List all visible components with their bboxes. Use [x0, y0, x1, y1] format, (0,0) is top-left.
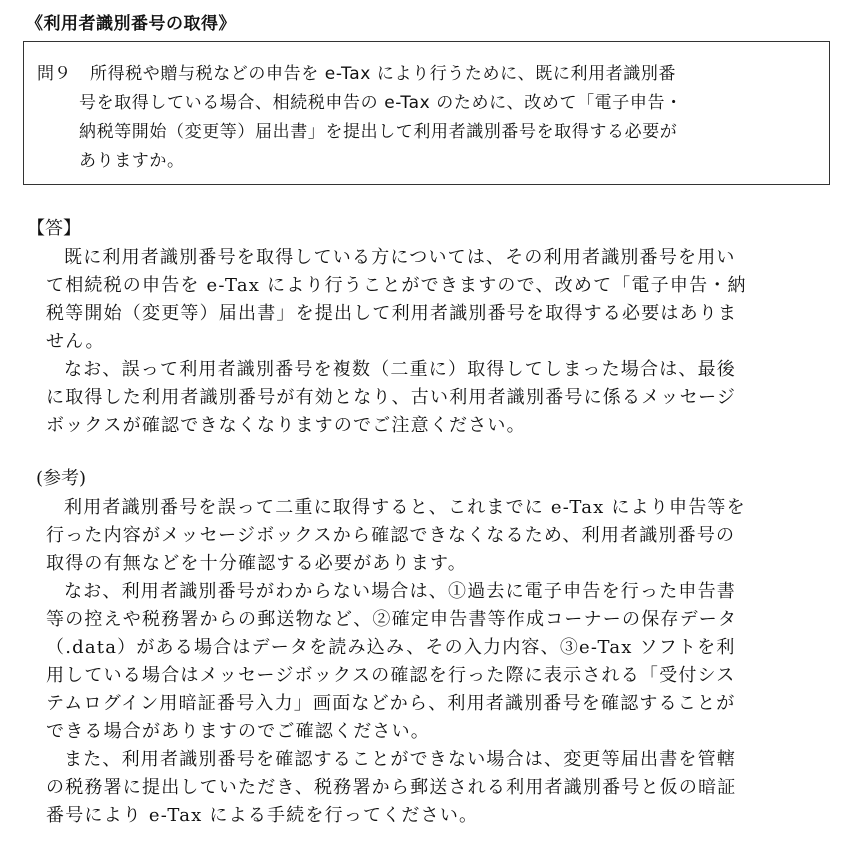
reference-line: 取得の有無などを十分確認する必要があります。 — [46, 553, 467, 574]
reference-line: 番号により e-Tax による手続を行ってください。 — [46, 805, 479, 826]
question-line: 号を取得している場合、相続税申告の e-Tax のために、改めて「電子申告・ — [79, 93, 683, 113]
answer-line: なお、誤って利用者識別番号を複数（二重に）取得してしまった場合は、最後 — [64, 359, 736, 380]
reference-line: 行った内容がメッセージボックスから確認できなくなるため、利用者識別番号の — [46, 525, 736, 546]
reference-line: 利用者識別番号を誤って二重に取得すると、これまでに e-Tax により申告等を — [64, 497, 746, 518]
reference-heading: (参考) — [36, 468, 87, 489]
reference-line: の税務署に提出していただき、税務署から郵送される利用者識別番号と仮の暗証 — [46, 777, 737, 798]
question-line: 所得税や贈与税などの申告を e-Tax により行うために、既に利用者識別番 — [90, 64, 677, 84]
answer-line: に取得した利用者識別番号が有効となり、古い利用者識別番号に係るメッセージ — [46, 387, 737, 408]
section-title: 《利用者識別番号の取得》 — [26, 14, 236, 34]
answer-line: 税等開始（変更等）届出書」を提出して利用者識別番号を取得する必要はありま — [46, 303, 738, 324]
answer-line: ボックスが確認できなくなりますのでご注意ください。 — [46, 415, 526, 436]
reference-line: できる場合がありますのでご確認ください。 — [46, 721, 430, 742]
question-line: ありますか。 — [79, 151, 185, 171]
question-box — [23, 41, 830, 185]
reference-line: 用している場合はメッセージボックスの確認を行った際に表示される「受付シス — [46, 665, 736, 686]
answer-heading: 【答】 — [27, 218, 81, 239]
reference-line: また、利用者識別番号を確認することができない場合は、変更等届出書を管轄 — [64, 749, 736, 770]
question-label: 問９ — [37, 64, 71, 84]
question-line: 納税等開始（変更等）届出書」を提出して利用者識別番号を取得する必要が — [79, 122, 678, 142]
answer-line: 既に利用者識別番号を取得している方については、その利用者識別番号を用い — [64, 247, 736, 268]
reference-line: なお、利用者識別番号がわからない場合は、①過去に電子申告を行った申告書 — [64, 581, 736, 602]
reference-line: テムログイン用暗証番号入力」画面などから、利用者識別番号を確認することが — [46, 693, 736, 714]
reference-line: 等の控えや税務署からの郵送物など、②確定申告書等作成コーナーの保存データ — [46, 609, 738, 630]
reference-line: （.data）がある場合はデータを読み込み、その入力内容、③e-Tax ソフトを利 — [46, 637, 736, 658]
answer-line: せん。 — [46, 331, 105, 352]
answer-line: て相続税の申告を e-Tax により行うことができますので、改めて「電子申告・納 — [46, 275, 747, 296]
